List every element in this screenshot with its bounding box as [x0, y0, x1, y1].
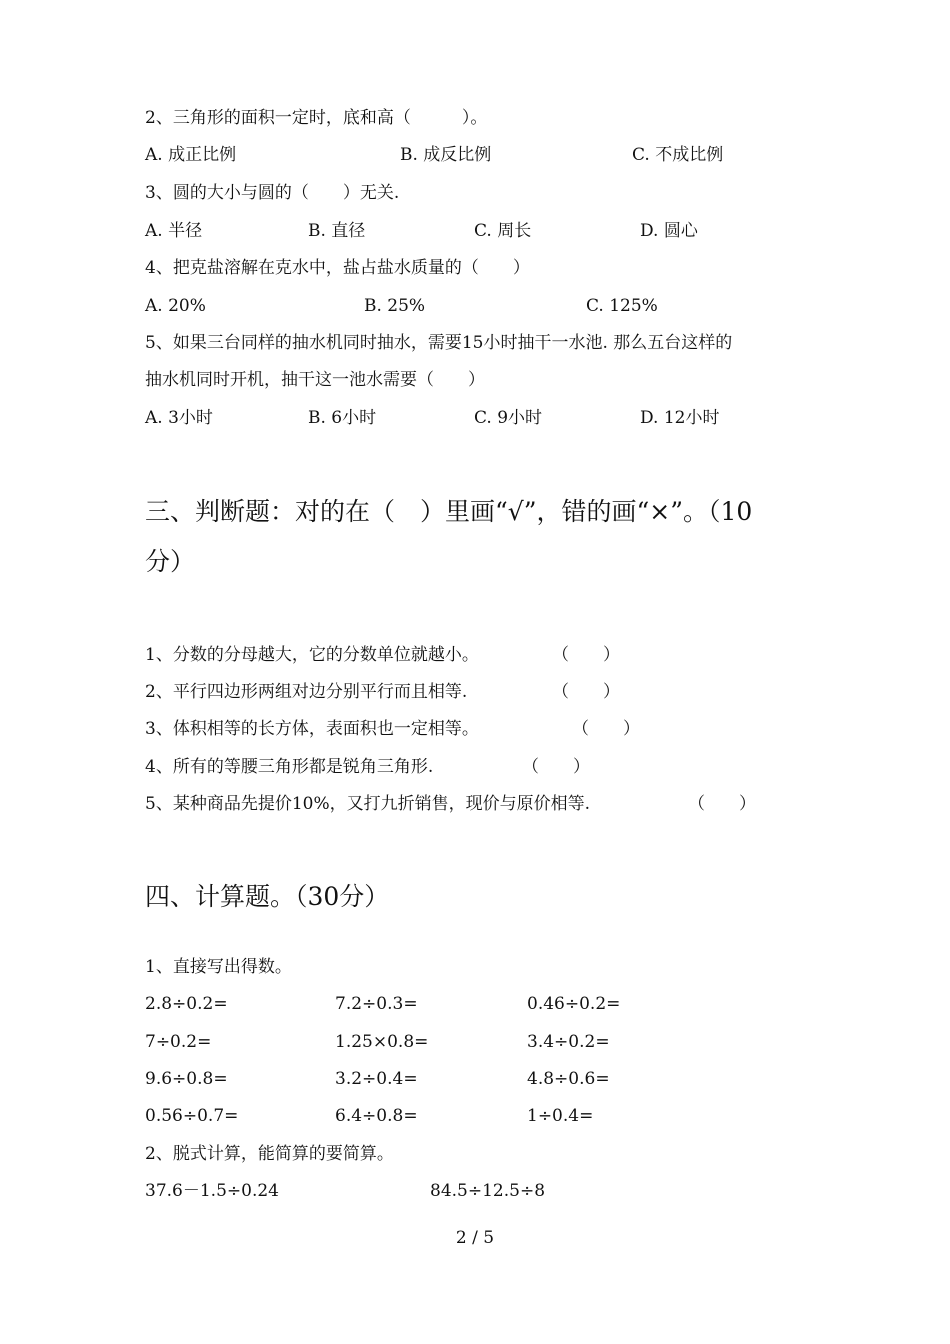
calc-cell: 1.25×0.8=: [335, 1032, 429, 1052]
q5-option-a: A. 3小时: [145, 408, 213, 428]
q4-option-b: B. 25%: [364, 296, 426, 316]
page-number: 2 / 5: [455, 1228, 495, 1248]
calc-question-2: 2、脱式计算，能简算的要简算。: [145, 1144, 394, 1164]
q2-option-c: C. 不成比例: [632, 145, 724, 165]
q3-option-a: A. 半径: [145, 221, 203, 241]
judge-item-4-blank: （ ）: [522, 757, 590, 777]
calc-cell: 6.4÷0.8=: [335, 1106, 418, 1126]
question-3: 3、圆的大小与圆的（ ）无关.: [145, 183, 400, 203]
q5-option-d: D. 12小时: [640, 408, 720, 428]
question-4: 4、把克盐溶解在克水中，盐占盐水质量的（ ）: [145, 258, 530, 278]
q5-option-c: C. 9小时: [474, 408, 543, 428]
q4-option-a: A. 20%: [145, 296, 206, 316]
judge-item-3-blank: （ ）: [572, 719, 640, 739]
question-5-line2: 抽水机同时开机，抽干这一池水需要（ ）: [145, 370, 485, 390]
calc-cell: 7÷0.2=: [145, 1032, 212, 1052]
judge-item-1-blank: （ ）: [552, 645, 620, 665]
judge-item-2-blank: （ ）: [552, 682, 620, 702]
calc-cell: 3.4÷0.2=: [527, 1032, 610, 1052]
calc-cell: 3.2÷0.4=: [335, 1069, 418, 1089]
judge-item-4: 4、所有的等腰三角形都是锐角三角形.: [145, 757, 434, 777]
q2-option-a: A. 成正比例: [145, 145, 237, 165]
question-5-line1: 5、如果三台同样的抽水机同时抽水，需要15小时抽干一水池. 那么五台这样的: [145, 333, 733, 353]
calc-cell: 9.6÷0.8=: [145, 1069, 228, 1089]
section-3-heading-line1: 三、判断题：对的在（ ）里画“√”，错的画“×”。（10: [145, 497, 753, 526]
calc-cell: 1÷0.4=: [527, 1106, 594, 1126]
q4-option-c: C. 125%: [586, 296, 658, 316]
calc-expression-1: 37.6－1.5÷0.24: [145, 1181, 279, 1201]
calc-cell: 0.46÷0.2=: [527, 994, 621, 1014]
calc-cell: 0.56÷0.7=: [145, 1106, 239, 1126]
judge-item-5: 5、某种商品先提价10%，又打九折销售，现价与原价相等.: [145, 794, 591, 814]
q3-option-b: B. 直径: [308, 221, 366, 241]
q5-option-b: B. 6小时: [308, 408, 377, 428]
question-2: 2、三角形的面积一定时，底和高（ ）。: [145, 108, 488, 128]
judge-item-1: 1、分数的分母越大，它的分数单位就越小。: [145, 645, 479, 665]
section-3-heading-line2: 分）: [145, 547, 196, 576]
calc-cell: 4.8÷0.6=: [527, 1069, 610, 1089]
calc-question-1: 1、直接写出得数。: [145, 957, 292, 977]
calc-cell: 2.8÷0.2=: [145, 994, 228, 1014]
q2-option-b: B. 成反比例: [400, 145, 492, 165]
judge-item-5-blank: （ ）: [688, 794, 756, 814]
judge-item-3: 3、体积相等的长方体，表面积也一定相等。: [145, 719, 479, 739]
judge-item-2: 2、平行四边形两组对边分别平行而且相等.: [145, 682, 468, 702]
calc-expression-2: 84.5÷12.5÷8: [430, 1181, 546, 1201]
section-4-heading: 四、计算题。（30分）: [145, 882, 390, 911]
q3-option-d: D. 圆心: [640, 221, 698, 241]
q3-option-c: C. 周长: [474, 221, 532, 241]
calc-cell: 7.2÷0.3=: [335, 994, 418, 1014]
